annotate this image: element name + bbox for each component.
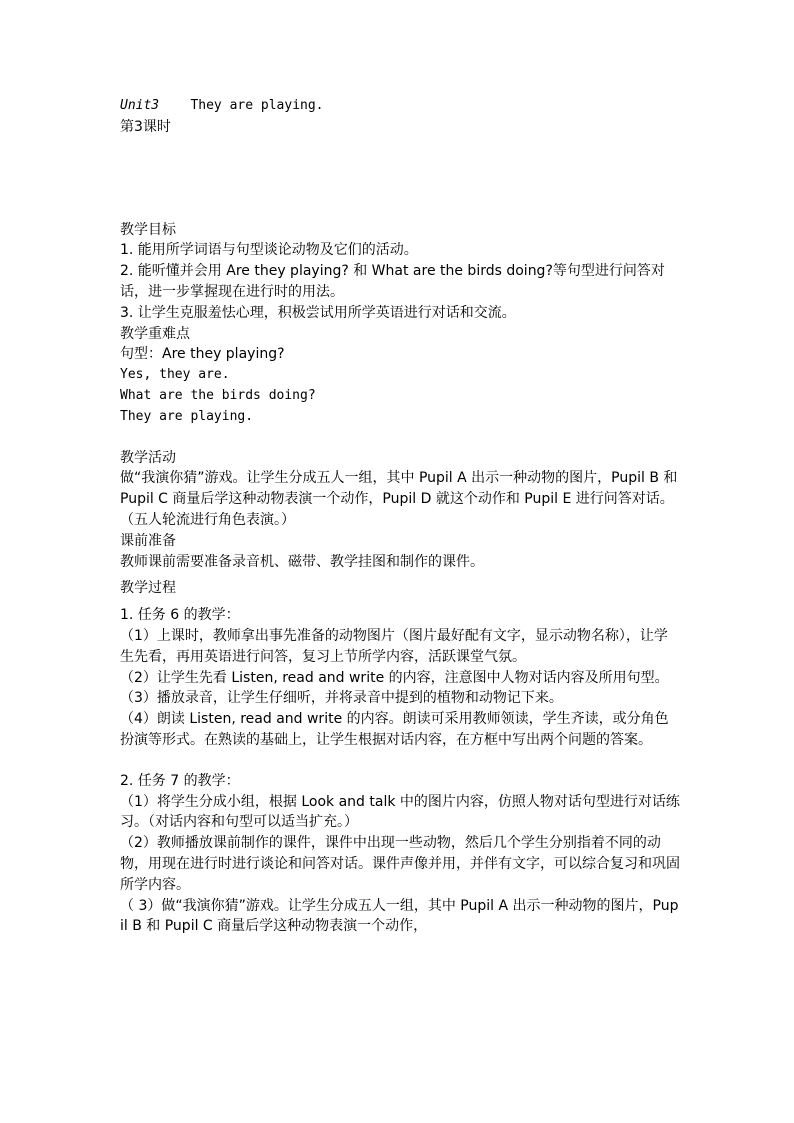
objective-item: 1. 能用所学词语与句型谈论动物及它们的活动。: [120, 242, 418, 259]
objective-item: 2. 能听懂并会用 Are they playing? 和 What are the birds doing?等句型进行问答对话，进一步掌握现在进行时的用法。: [120, 263, 665, 300]
activities-text: 做“我演你猜”游戏。让学生分成五人一组，其中 Pupil A 出示一种动物的图片，Pupil B 和 Pupil C 商量后学这种动物表演一个动作，Pupil D 就这个动作和 Pupil E 进行问答对话。（五人轮流进行角色表演。）: [120, 470, 678, 528]
task7-step: （ 3）做“我演你猜”游戏。让学生分成五人一组，其中 Pupil A 出示一种动物的图片，Pupil B 和 Pupil C 商量后学这种动物表演一个动作，: [120, 897, 679, 935]
process-heading: 教学过程: [120, 580, 176, 597]
lesson-number: 第3课时: [120, 118, 171, 135]
key-point-line: What are the birds doing?: [120, 387, 316, 403]
key-point-line: Yes, they are.: [120, 367, 230, 383]
preparation-heading: 课前准备: [120, 532, 176, 549]
task6-step: （1）上课时，教师拿出事先准备的动物图片（图片最好配有文字，显示动物名称），让学生先看，再用英语进行问答，复习上节所学内容，活跃课堂气氛。: [120, 627, 668, 665]
task6-step: （3）播放录音，让学生仔细听，并将录音中提到的植物和动物记下来。: [120, 690, 563, 707]
task6-step: （2）让学生先看 Listen, read and write 的内容，注意图中人物对话内容及所用句型。: [120, 669, 669, 686]
activities-heading: 教学活动: [120, 449, 176, 466]
unit-title: They are playing.: [190, 98, 324, 113]
preparation-text: 教师课前需要准备录音机、磁带、教学挂图和制作的课件。: [120, 553, 484, 570]
unit-heading: [120, 96, 680, 117]
key-point-line: 句型：Are they playing?: [120, 346, 285, 363]
unit-label: Unit3: [120, 98, 160, 113]
task7-step: （1）将学生分成小组，根据 Look and talk 中的图片内容，仿照人物对话句型进行对话练习。（对话内容和句型可以适当扩充。）: [120, 793, 680, 831]
key-points-heading: 教学重难点: [120, 325, 190, 342]
task7-title: 2. 任务 7 的教学：: [120, 772, 240, 789]
task6-step: （4）朗读 Listen, read and write 的内容。朗读可采用教师领读，学生齐读，或分角色扮演等形式。在熟读的基础上，让学生根据对话内容，在方框中写出两个问题的答案。: [120, 711, 669, 748]
task7-step: （2）教师播放课前制作的课件，课件中出现一些动物，然后几个学生分别指着不同的动物，用现在进行时进行谈论和问答对话。课件声像并用，并伴有文字，可以综合复习和巩固所学内容。: [120, 835, 680, 893]
key-point-line: They are playing.: [120, 408, 254, 424]
objective-item: 3. 让学生克服羞怯心理，积极尝试用所学英语进行对话和交流。: [120, 304, 516, 321]
task6-title: 1. 任务 6 的教学：: [120, 607, 240, 624]
document-page: [120, 96, 680, 937]
objectives-heading: 教学目标: [120, 221, 176, 238]
